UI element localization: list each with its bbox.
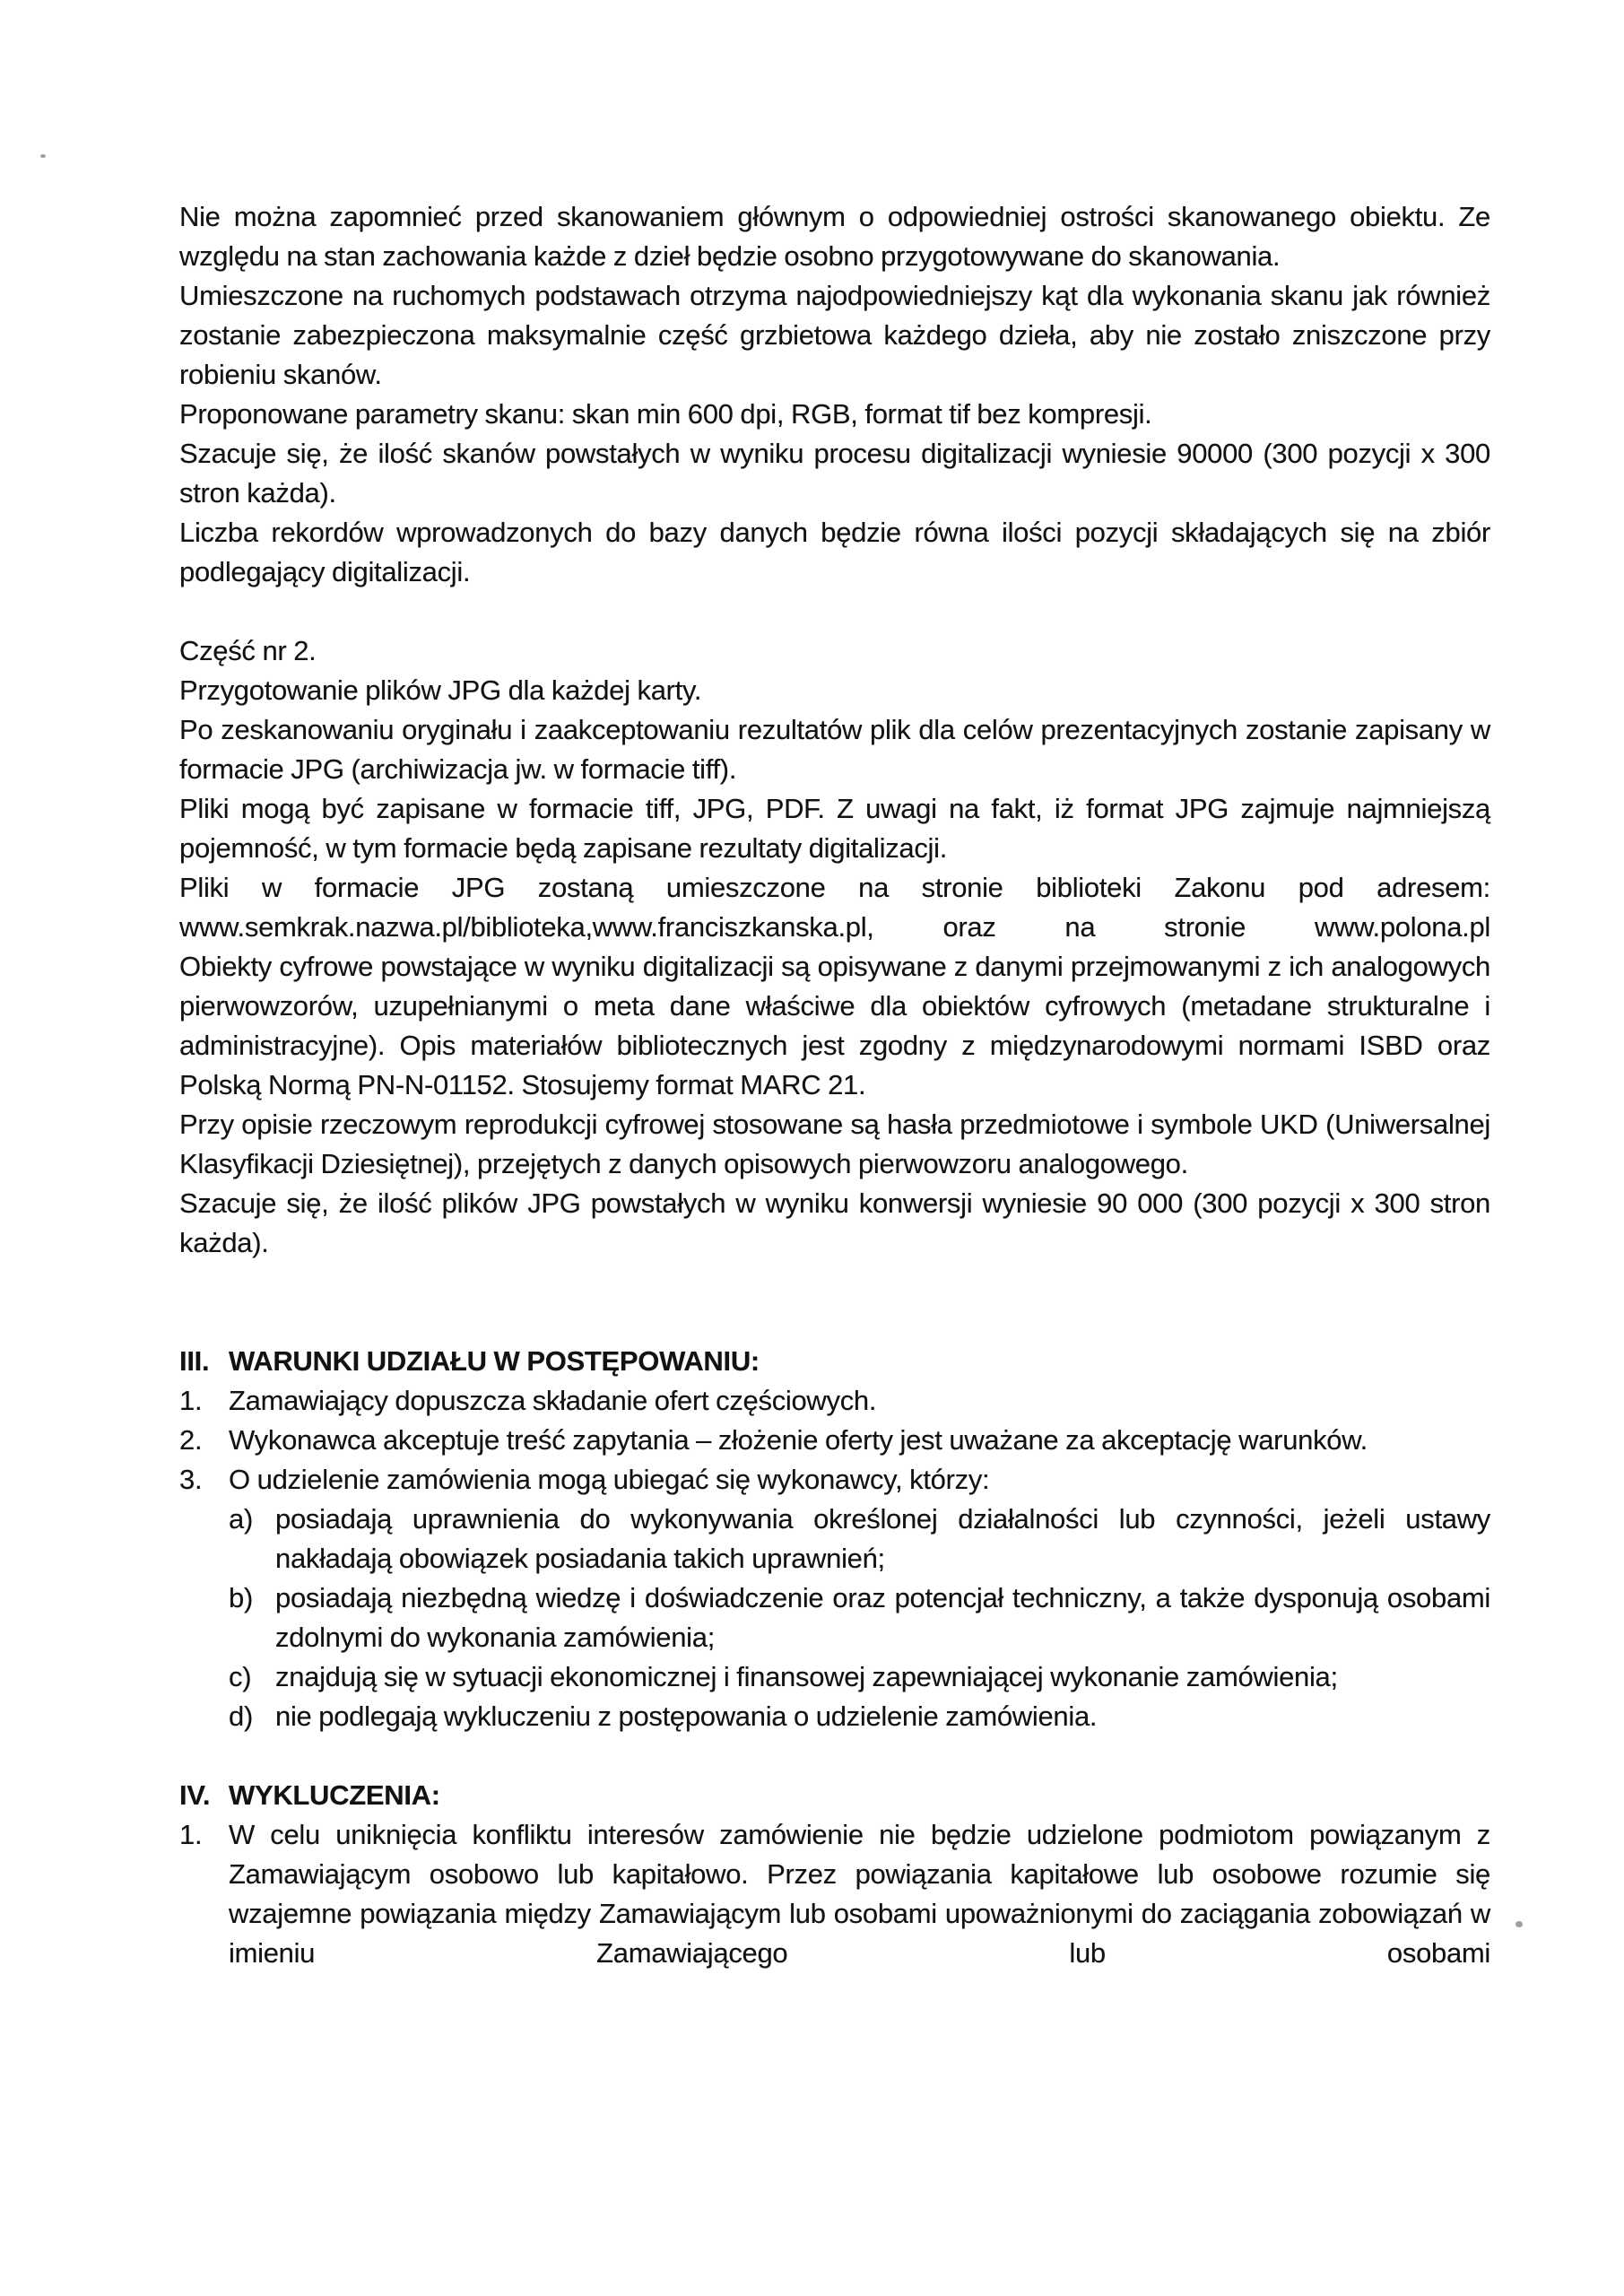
blank-gap xyxy=(179,1263,1490,1342)
paragraph: Szacuje się, że ilość skanów powstałych w wyniku procesu digitalizacji wyniesie 90000 (300 pozycji x 300 stron każda). xyxy=(179,438,1490,509)
paragraph: Umieszczone na ruchomych podstawach otrzyma najodpowiedniejszy kąt dla wykonania skanu jak również zostanie zabezpieczona maksymalnie część grzbietowa każdego dzieła, aby nie zostało zniszczone przy robieniu skanów. xyxy=(179,280,1490,390)
paragraph: Przy opisie rzeczowym reprodukcji cyfrowej stosowane są hasła przedmiotowe i symbole UKD (Uniwersalnej Klasyfikacji Dziesiętnej), przejętych z danych opisowych pierwowzoru analogowego. xyxy=(179,1109,1490,1179)
list-item xyxy=(179,1460,1490,1500)
list-item xyxy=(179,1815,1490,1973)
list-item-text: Zamawiający dopuszcza składanie ofert częściowych. xyxy=(229,1385,877,1416)
section-number: III. xyxy=(179,1345,210,1377)
list-item xyxy=(179,1500,1490,1578)
list-item xyxy=(179,1697,1490,1736)
paragraph: Nie można zapomnieć przed skanowaniem głównym o odpowiedniej ostrości skanowanego obiektu. Ze względu na stan zachowania każde z dzieł będzie osobno przygotowywane do skanowania. xyxy=(179,201,1490,272)
list-item xyxy=(179,1421,1490,1460)
list-item xyxy=(179,1381,1490,1421)
list-item-text: posiadają niezbędną wiedzę i doświadczenie oraz potencjał techniczny, a także dysponują osobami zdolnymi do wykonania zamówienia; xyxy=(275,1582,1490,1653)
paragraph: Część nr 2. xyxy=(179,635,317,666)
paragraph: Pliki mogą być zapisane w formacie tiff, JPG, PDF. Z uwagi na fakt, iż format JPG zajmuje najmniejszą pojemność, w tym formacie będą zapisane rezultaty digitalizacji. xyxy=(179,793,1490,864)
list-item-text: nie podlegają wykluczeniu z postępowania o udzielenie zamówienia. xyxy=(275,1700,1098,1732)
list-marker: d) xyxy=(229,1700,253,1732)
section-heading-text: WYKLUCZENIA: xyxy=(229,1779,440,1811)
list-item-text: O udzielenie zamówienia mogą ubiegać się wykonawcy, którzy: xyxy=(229,1464,990,1495)
scan-speck-top-left xyxy=(40,154,46,158)
paragraph: Obiekty cyfrowe powstające w wyniku digitalizacji są opisywane z danymi przejmowanymi z ich analogowych pierwowzorów, uzupełnianymi o meta dane właściwe dla obiektów cyfrowych (metadane strukturalne i administracyjne). Opis materiałów bibliotecznych jest zgodny z międzynarodowymi normami ISBD oraz Polską Normą PN-N-01152. Stosujemy format MARC 21. xyxy=(179,951,1490,1100)
scan-speck-right-margin xyxy=(1515,1921,1523,1927)
section-number: IV. xyxy=(179,1779,211,1811)
list-item-text: W celu uniknięcia konfliktu interesów zamówienie nie będzie udzielone podmiotom powiązanym z Zamawiającym osobowo lub kapitałowo. Przez powiązania kapitałowe lub osobowe rozumie się wzajemne powiązania między Zamawiającym lub osobami upoważnionymi do zaciągania zobowiązań w imieniu Zamawiającego lub osobami xyxy=(229,1819,1490,1969)
list-marker: 1. xyxy=(179,1819,203,1850)
blank-gap xyxy=(179,1736,1490,1776)
paragraph: Po zeskanowaniu oryginału i zaakceptowaniu rezultatów plik dla celów prezentacyjnych zostanie zapisany w formacie JPG (archiwizacja jw. w formacie tiff). xyxy=(179,714,1490,785)
paragraph: Liczba rekordów wprowadzonych do bazy danych będzie równa ilości pozycji składających się na zbiór podlegający digitalizacji. xyxy=(179,517,1490,587)
list-item-text: posiadają uprawnienia do wykonywania określonej działalności lub czynności, jeżeli ustawy nakładają obowiązek posiadania takich uprawnień; xyxy=(275,1503,1490,1574)
list-marker: a) xyxy=(229,1503,253,1535)
list-marker: 2. xyxy=(179,1424,203,1456)
paragraph: Pliki w formacie JPG zostaną umieszczone na stronie biblioteki Zakonu pod adresem: www.semkrak.nazwa.pl/biblioteka,www.franciszkanska.pl, oraz na stronie www.polona.pl xyxy=(179,872,1490,943)
list-marker: b) xyxy=(229,1582,253,1613)
section-heading xyxy=(179,1776,1490,1815)
document-page-text xyxy=(179,197,1490,1973)
list-marker: c) xyxy=(229,1661,252,1692)
list-marker: 3. xyxy=(179,1464,203,1495)
list-item-text: Wykonawca akceptuje treść zapytania – złożenie oferty jest uważane za akceptację warunków. xyxy=(229,1424,1368,1456)
section-heading xyxy=(179,1342,1490,1381)
paragraph: Szacuje się, że ilość plików JPG powstałych w wyniku konwersji wyniesie 90 000 (300 pozycji x 300 stron każda). xyxy=(179,1187,1490,1258)
blank-gap xyxy=(179,592,1490,631)
list-marker: 1. xyxy=(179,1385,203,1416)
list-item-text: znajdują się w sytuacji ekonomicznej i finansowej zapewniającej wykonanie zamówienia; xyxy=(275,1661,1338,1692)
paragraph: Przygotowanie plików JPG dla każdej karty. xyxy=(179,674,702,706)
list-item xyxy=(179,1657,1490,1697)
list-item xyxy=(179,1578,1490,1657)
section-heading-text: WARUNKI UDZIAŁU W POSTĘPOWANIU: xyxy=(229,1345,760,1377)
paragraph: Proponowane parametry skanu: skan min 600 dpi, RGB, format tif bez kompresji. xyxy=(179,398,1152,430)
